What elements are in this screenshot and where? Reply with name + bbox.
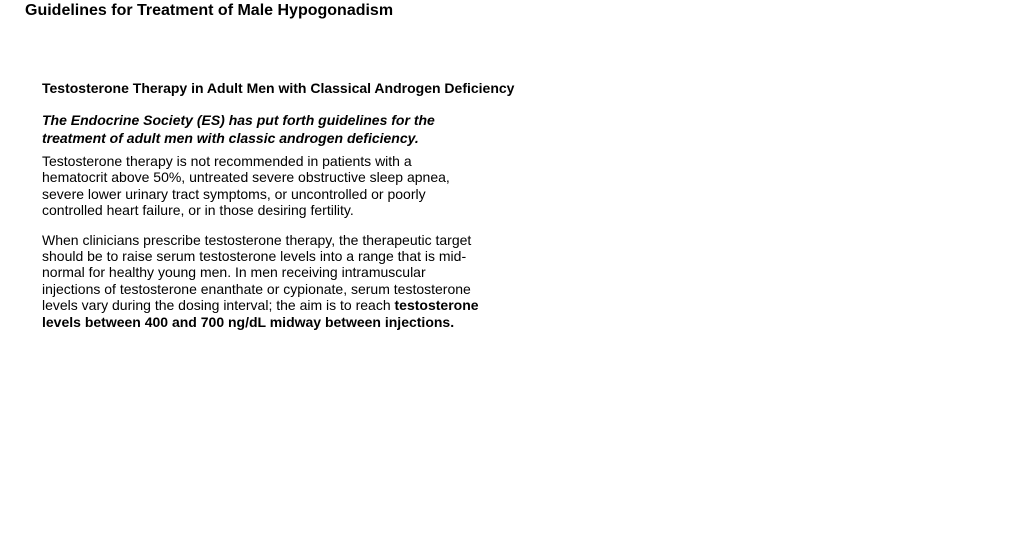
target-level-emphasis: testosterone levels between 400 and 700 ng/dL midway between injections.: [42, 297, 479, 330]
page-title: Guidelines for Treatment of Male Hypogonadism: [25, 2, 394, 19]
content-section: [42, 79, 522, 330]
section-heading: Testosterone Therapy in Adult Men with Classical Androgen Deficiency: [42, 80, 515, 96]
paragraph-therapeutic-target: [42, 232, 482, 330]
lead-statement: The Endocrine Society (ES) has put forth guidelines for the treatment of adult men with classic androgen deficiency.: [42, 112, 435, 146]
paragraph-therapeutic-target-text: When clinicians prescribe testosterone therapy, the therapeutic target should be to raise serum testosterone levels into a range that is mid-normal for healthy young men. In men receiving intramuscular injections of testosterone enanthate or cypionate, serum testosterone levels vary during the dosing interval; the aim is to reach: [42, 231, 472, 314]
paragraph-contraindications: Testosterone therapy is not recommended in patients with a hematocrit above 50%, untreated severe obstructive sleep apnea, severe lower urinary tract symptoms, or uncontrolled or poorly controlled heart failure, or in those desiring fertility.: [42, 153, 450, 219]
